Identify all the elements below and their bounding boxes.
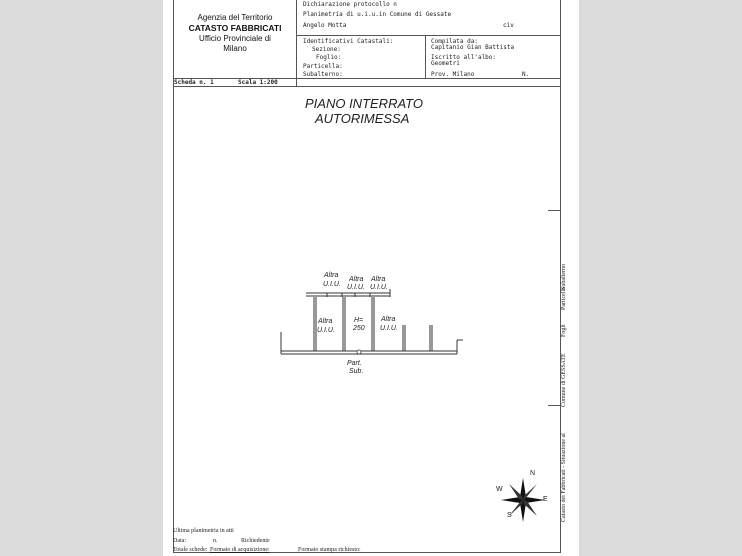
plan-use-title: AUTORIMESSA bbox=[315, 111, 410, 126]
altra-label-2: Altra bbox=[349, 276, 364, 283]
side-fogli: Fogli bbox=[561, 324, 567, 337]
footer-data: Data: bbox=[173, 538, 186, 544]
compass-south: S bbox=[507, 512, 512, 519]
particle-marker bbox=[357, 350, 361, 354]
albo-label: Iscritto all'albo: bbox=[431, 54, 497, 61]
footer-formato: Formato di acquisizione: bbox=[210, 547, 270, 553]
cadastral-sheet bbox=[163, 0, 579, 556]
side-subalterno: Subalterno bbox=[561, 264, 567, 290]
altra-label-1: Altra bbox=[324, 272, 339, 279]
uiu-label-2: U.I.U. bbox=[347, 284, 365, 291]
side-particella: Particella bbox=[561, 287, 567, 310]
civ-label: civ bbox=[503, 22, 514, 29]
footer-ultima: Ultima planimetria in atti bbox=[173, 528, 234, 534]
compiler-name: Capitanio Gian Battista bbox=[431, 44, 515, 51]
height-value: 250 bbox=[353, 325, 365, 332]
scale-label: Scala 1:200 bbox=[238, 79, 278, 86]
compass-east: E bbox=[543, 496, 548, 503]
uiu-label-5: U.I.U. bbox=[380, 325, 398, 332]
catasto-title: CATASTO FABBRICATI bbox=[188, 23, 282, 33]
altra-label-3: Altra bbox=[371, 276, 386, 283]
plan-walls bbox=[281, 289, 463, 354]
protocol-label: Dichiarazione protocollo n bbox=[303, 1, 397, 8]
side-catasto: Catasto dei Fabbricati - Situazione al bbox=[561, 433, 567, 522]
subalterno-label: Subalterno: bbox=[303, 71, 343, 78]
ufficio-label: Ufficio Provinciale di bbox=[199, 34, 271, 43]
identifiers-title: Identificativi Catastali: bbox=[303, 38, 394, 45]
ufficio-city: Milano bbox=[223, 44, 247, 53]
owner-name: Angelo Motta bbox=[303, 22, 347, 29]
foglio-label: Foglio: bbox=[316, 54, 342, 61]
part-label: Part. bbox=[347, 360, 362, 367]
compiler-label: Compilata da: bbox=[431, 38, 478, 45]
agency-name: Agenzia del Territorio bbox=[197, 13, 273, 22]
footer-schede: Totale schede: bbox=[173, 547, 208, 553]
uiu-label-3: U.I.U. bbox=[370, 284, 388, 291]
footer-formato-stampa: Formato stampa richiesto: bbox=[298, 547, 361, 553]
uiu-label-1: U.I.U. bbox=[323, 281, 341, 288]
side-tick-2 bbox=[548, 405, 560, 406]
height-label: H= bbox=[354, 317, 364, 324]
province: Prov. Milano bbox=[431, 71, 475, 78]
footer-n: n. bbox=[213, 538, 218, 544]
side-comune: Comune di GESSATE bbox=[561, 353, 567, 407]
compass-north: N bbox=[530, 470, 536, 477]
sub-label: Sub. bbox=[349, 368, 364, 375]
plan-title: Planimetria di u.i.u.in Comune di Gessate bbox=[303, 11, 452, 18]
plan-floor-title: PIANO INTERRATO bbox=[305, 96, 423, 111]
altra-label-5: Altra bbox=[381, 316, 396, 323]
footer-richiedente: Richiedente bbox=[241, 538, 270, 544]
scheda-number: Scheda n. 1 bbox=[174, 79, 214, 86]
compass-west: W bbox=[496, 486, 503, 493]
particella-label: Particella: bbox=[303, 63, 343, 70]
side-tick-1 bbox=[548, 210, 560, 211]
number-label: N. bbox=[522, 71, 530, 78]
altra-label-4: Altra bbox=[318, 318, 333, 325]
profession: Geometri bbox=[431, 60, 460, 67]
sezione-label: Sezione: bbox=[312, 46, 341, 53]
uiu-label-4: U.I.U. bbox=[317, 327, 335, 334]
